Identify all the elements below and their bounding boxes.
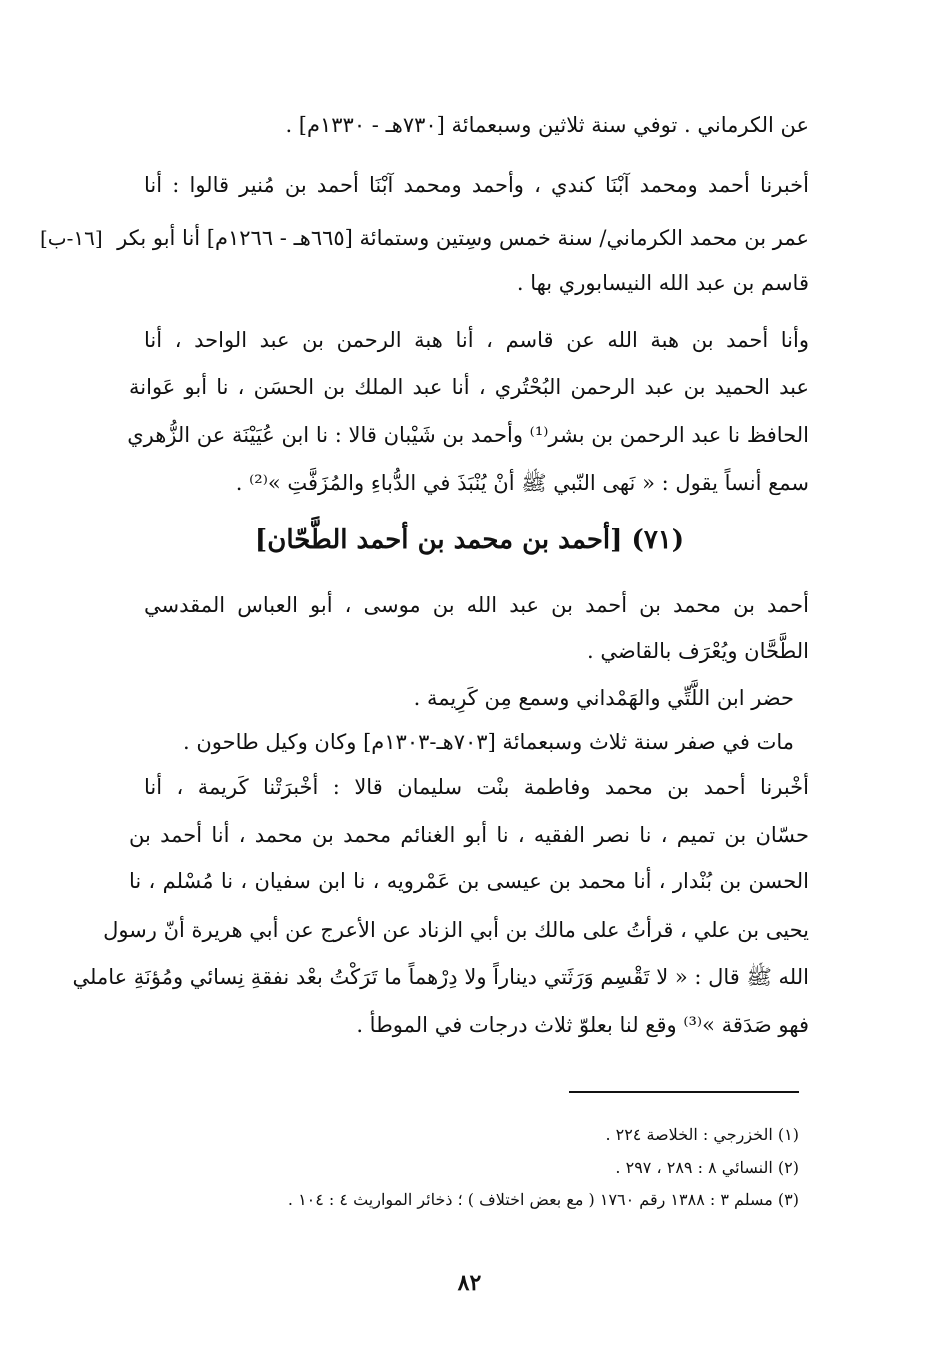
text-line: عبد الحميد بن عبد الرحمن البُحْتُري ، أنا عبد الملك بن الحسَن ، نا أبو عَوانة bbox=[129, 375, 809, 399]
text-line: سمع أنساً يقول : « نَهى النّبي ﷺ أنْ يُنْبَذَ في الدُّباءِ والمُزَفَّتِ »⁽²⁾ . bbox=[235, 471, 809, 495]
footnote: (١) الخزرجي : الخلاصة ٢٢٤ . bbox=[605, 1125, 799, 1144]
text-line: الحافظ نا عبد الرحمن بن بشر⁽¹⁾ وأحمد بن شَيْبان قالا : نا ابن عُيَيْنَة عن الزُّهري bbox=[127, 423, 809, 447]
text-line: أحمد بن محمد بن أحمد بن عبد الله بن موسى ، أبو العباس المقدسي bbox=[144, 593, 809, 617]
footnote: (٢) النسائي ٨ : ٢٨٩ ، ٢٩٧ . bbox=[615, 1158, 799, 1177]
page-number: ٨٢ bbox=[457, 1270, 482, 1296]
section-heading: (٧١) [أحمد بن محمد بن أحمد الطَّحّان] bbox=[254, 525, 685, 555]
text-line: وأنا أحمد بن هبة الله عن قاسم ، أنا هبة الرحمن بن عبد الواحد ، أنا bbox=[144, 328, 809, 352]
text-line: يحيى بن علي ، قرأتُ على مالك بن أبي الزناد عن الأعرج عن أبي هريرة أنّ رسول bbox=[103, 918, 809, 942]
text-line: عن الكرماني . توفي سنة ثلاثين وسبعمائة [٧٣٠هـ - ١٣٣٠م] . bbox=[285, 113, 809, 137]
text-line: حضر ابن اللَّتِّي والهَمْداني وسمع مِن كَرِيمة . bbox=[413, 686, 794, 710]
text-line: الطَّحَّان ويُعْرَف بالقاضي . bbox=[586, 639, 809, 663]
footnote-divider bbox=[569, 1091, 799, 1093]
text-line: الحسن بن بُنْدار ، أنا محمد بن عيسى بن عَمْرويه ، نا ابن سفيان ، نا مُسْلم ، نا bbox=[129, 869, 809, 893]
margin-folio-note: [١٦-ب] bbox=[40, 226, 103, 250]
text-line: عمر بن محمد الكرماني/ سنة خمس وسِتين وستمائة [٦٦٥هـ - ١٢٦٦م] أنا أبو بكر bbox=[117, 226, 809, 250]
text-line: أخْبرنا أحمد بن محمد وفاطمة بنْت سليمان قالا : أخْبرَتْنا كَريمة ، أنا bbox=[144, 775, 809, 799]
text-line: الله ﷺ قال : « لا تَقْسِم وَرَثَتي ديناراً ولا دِرْهماً ما تَرَكْتُ بعْد نفقةِ نِسائي ومُؤنَةِ عاملي bbox=[72, 965, 809, 989]
text-line: قاسم بن عبد الله النيسابوري بها . bbox=[516, 271, 809, 295]
text-line: أخبرنا أحمد ومحمد آبْنَا كندي ، وأحمد ومحمد آبْنَا أحمد بن مُنير قالوا : أنا bbox=[144, 173, 809, 197]
footnote: (٣) مسلم ٣ : ١٣٨٨ رقم ١٧٦٠ ( مع بعض اختلاف ) ؛ ذخائر المواريث ٤ : ١٠٤ . bbox=[287, 1190, 799, 1209]
text-line: مات في صفر سنة ثلاث وسبعمائة [٧٠٣هـ-١٣٠٣م] وكان وكيل طاحون . bbox=[182, 730, 794, 754]
text-line: فهو صَدَقة »⁽³⁾ وقع لنا بعلوّ ثلاث درجات في الموطأ . bbox=[356, 1013, 809, 1037]
text-line: حسّان بن تميم ، نا نصر الفقيه ، نا أبو الغنائم محمد بن محمد ، أنا أحمد بن bbox=[129, 823, 809, 847]
